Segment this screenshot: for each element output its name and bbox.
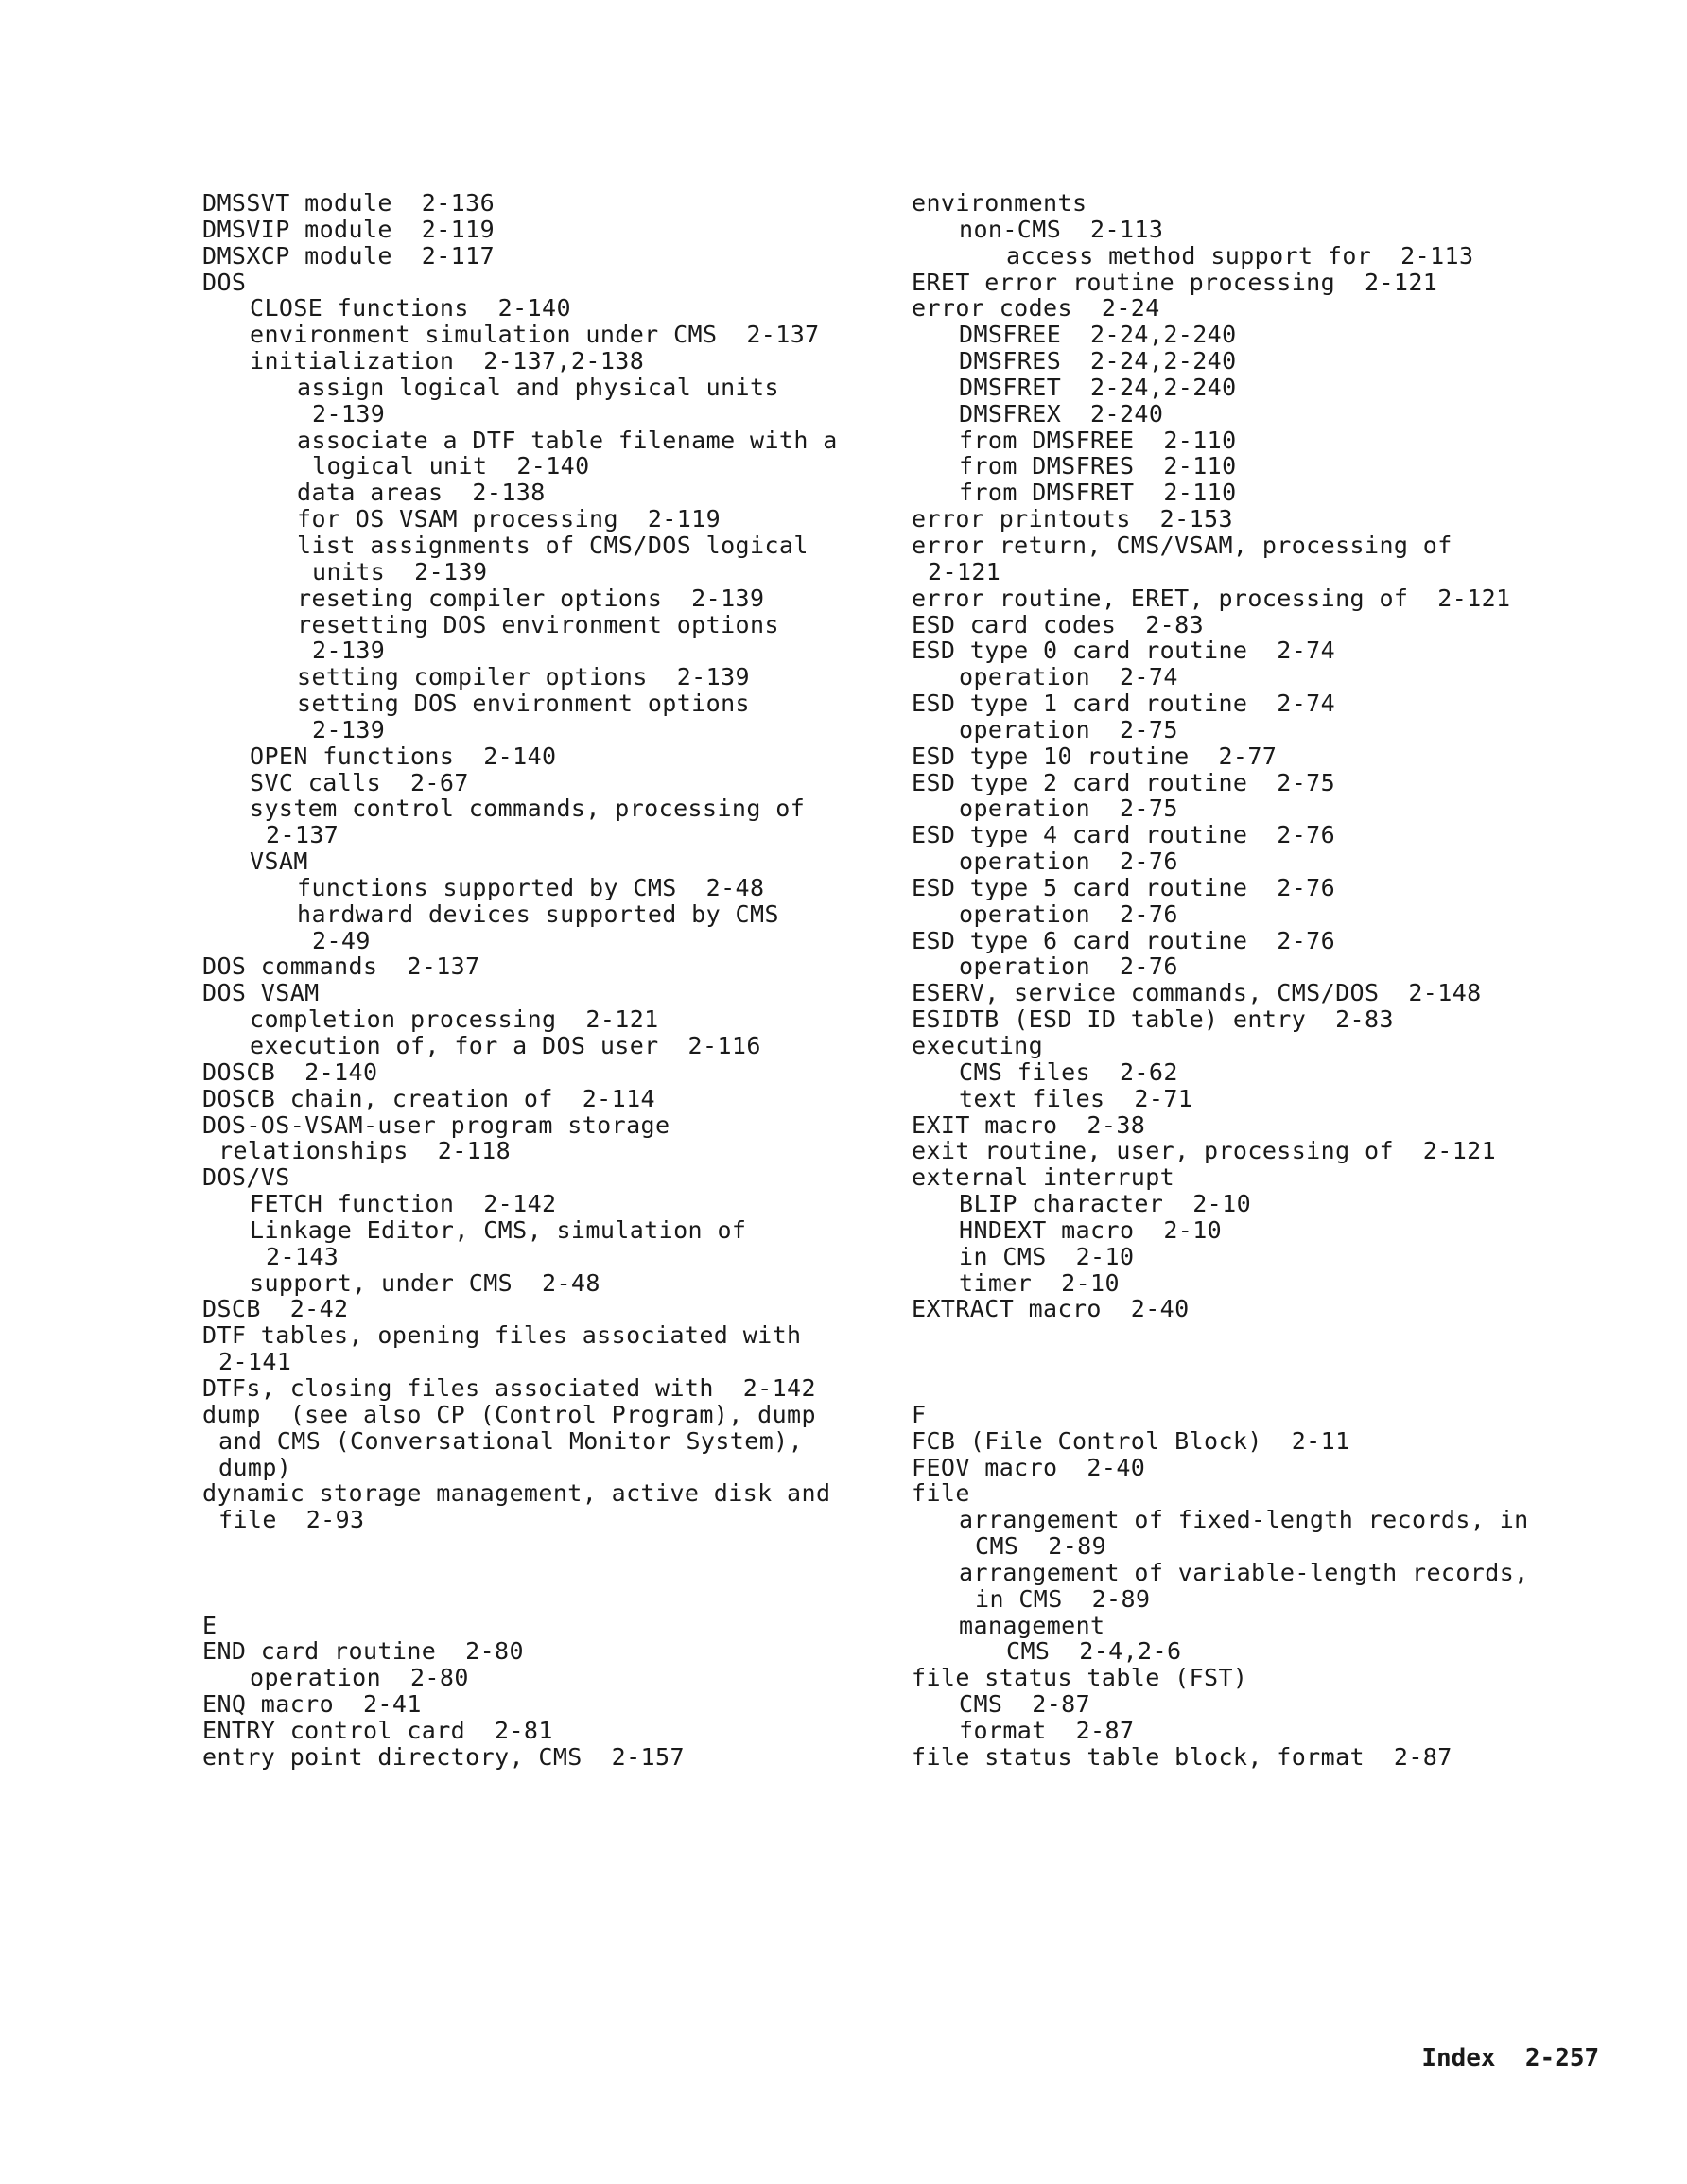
blank-line	[912, 1375, 1611, 1402]
index-entry: 2-141	[218, 1348, 292, 1376]
index-entry: Linkage Editor, CMS, simulation of	[250, 1215, 747, 1244]
index-entry: DMSXCP module 2-117	[202, 241, 496, 270]
index-entry: relationships 2-118	[218, 1137, 512, 1165]
blank-line	[912, 1349, 1611, 1375]
index-entry: completion processing 2-121	[250, 1005, 659, 1034]
index-entry: logical unit 2-140	[312, 452, 590, 480]
blank-line	[202, 1586, 893, 1613]
index-entry: resetting DOS environment options	[297, 610, 779, 638]
index-entry: operation 2-76	[959, 952, 1178, 981]
index-entry: DTFs, closing files associated with 2-142	[202, 1373, 816, 1402]
index-entry: ESIDTB (ESD ID table) entry 2-83	[912, 1005, 1394, 1034]
index-entry: CMS 2-87	[959, 1690, 1091, 1719]
index-entry: ENTRY control card 2-81	[202, 1716, 553, 1744]
index-entry: DMSFRES 2-24,2-240	[959, 347, 1237, 376]
index-entry: file 2-93	[218, 1506, 365, 1534]
index-entry: functions supported by CMS 2-48	[297, 873, 765, 901]
index-entry: access method support for 2-113	[1006, 241, 1474, 270]
index-entry: ESD type 4 card routine 2-76	[912, 821, 1336, 849]
index-entry: DMSFREX 2-240	[959, 399, 1164, 428]
index-entry: external interrupt	[912, 1163, 1175, 1192]
index-entry: operation 2-76	[959, 847, 1178, 876]
index-entry: and CMS (Conversational Monitor System),	[218, 1426, 804, 1455]
index-entry: CMS 2-4,2-6	[1006, 1637, 1182, 1666]
index-entry: execution of, for a DOS user 2-116	[250, 1032, 761, 1059]
index-entry: 2-139	[312, 637, 386, 665]
index-entry: 2-139	[312, 399, 386, 428]
index-entry: exit routine, user, processing of 2-121	[912, 1137, 1497, 1165]
index-entry: CMS 2-89	[975, 1532, 1107, 1561]
index-entry: SVC calls 2-67	[250, 768, 469, 796]
index-entry: management	[959, 1611, 1105, 1639]
index-entry: entry point directory, CMS 2-157	[202, 1742, 685, 1771]
index-entry: FEOV macro 2-40	[912, 1453, 1146, 1481]
index-entry: format 2-87	[959, 1716, 1135, 1744]
index-entry: ENQ macro 2-41	[202, 1690, 422, 1719]
index-entry: DOS VSAM	[202, 979, 320, 1007]
index-entry: OPEN functions 2-140	[250, 742, 557, 770]
index-entry: arrangement of fixed-length records, in	[959, 1506, 1529, 1534]
index-entry: non-CMS 2-113	[959, 215, 1164, 243]
index-entry: from DMSFREE 2-110	[959, 426, 1237, 454]
index-entry: BLIP character 2-10	[959, 1190, 1252, 1218]
index-entry: DOSCB chain, creation of 2-114	[202, 1084, 655, 1112]
index-entry: ESD type 10 routine 2-77	[912, 742, 1278, 770]
index-entry: dynamic storage management, active disk and	[202, 1479, 831, 1508]
index-entry: ESD type 0 card routine 2-74	[912, 637, 1336, 665]
index-entry: DOS commands 2-137	[202, 952, 480, 981]
index-entry: error codes 2-24	[912, 294, 1160, 323]
index-entry: DMSSVT module 2-136	[202, 189, 496, 217]
index-entry: file status table block, format 2-87	[912, 1742, 1452, 1771]
index-entry: from DMSFRES 2-110	[959, 452, 1237, 480]
index-entry: arrangement of variable-length records,	[959, 1558, 1529, 1586]
index-entry: for OS VSAM processing 2-119	[297, 505, 722, 533]
index-entry: environments	[912, 189, 1087, 217]
index-entry: assign logical and physical units	[297, 373, 779, 401]
index-entry: data areas 2-138	[297, 479, 546, 507]
index-entry: END card routine 2-80	[202, 1637, 524, 1666]
index-entry: CLOSE functions 2-140	[250, 294, 571, 323]
index-entry: in CMS 2-89	[975, 1584, 1151, 1613]
index-entry: DMSFRET 2-24,2-240	[959, 373, 1237, 401]
index-entry: DMSFREE 2-24,2-240	[959, 321, 1237, 349]
index-entry: EXIT macro 2-38	[912, 1110, 1146, 1139]
index-entry: error routine, ERET, processing of 2-121	[912, 584, 1511, 612]
index-entry: associate a DTF table filename with a	[297, 426, 838, 454]
index-entry: timer 2-10	[959, 1268, 1120, 1297]
index-entry: DTF tables, opening files associated with	[202, 1321, 802, 1350]
index-entry: 2-137	[266, 821, 339, 849]
index-entry: operation 2-75	[959, 715, 1178, 743]
index-entry: ESD type 2 card routine 2-75	[912, 768, 1336, 796]
blank-line	[912, 1322, 1611, 1349]
index-entry: file status table (FST)	[912, 1664, 1248, 1692]
index-entry: text files 2-71	[959, 1084, 1193, 1112]
index-entry: error return, CMS/VSAM, processing of	[912, 531, 1452, 559]
index-column-left	[202, 190, 893, 1771]
index-entry: operation 2-76	[959, 900, 1178, 928]
blank-line	[202, 1533, 893, 1560]
index-entry: 2-139	[312, 715, 386, 743]
index-entry: EXTRACT macro 2-40	[912, 1295, 1190, 1323]
index-entry: ESERV, service commands, CMS/DOS 2-148	[912, 979, 1482, 1007]
index-entry: support, under CMS 2-48	[250, 1268, 600, 1297]
index-entry: DSCB 2-42	[202, 1295, 349, 1323]
index-entry: ESD type 1 card routine 2-74	[912, 690, 1336, 718]
index-entry: reseting compiler options 2-139	[297, 584, 765, 612]
index-entry: system control commands, processing of	[250, 795, 806, 823]
index-entry: FETCH function 2-142	[250, 1190, 557, 1218]
index-entry: dump (see also CP (Control Program), dump	[202, 1400, 816, 1428]
index-entry: hardward devices supported by CMS	[297, 900, 779, 928]
index-entry: DOS-OS-VSAM-user program storage	[202, 1110, 670, 1139]
index-entry: ESD card codes 2-83	[912, 610, 1205, 638]
index-entry: file	[912, 1479, 970, 1508]
index-entry: DMSVIP module 2-119	[202, 215, 496, 243]
index-entry: operation 2-75	[959, 795, 1178, 823]
index-entry: units 2-139	[312, 557, 488, 585]
index-entry: F	[912, 1400, 927, 1428]
index-entry: FCB (File Control Block) 2-11	[912, 1426, 1350, 1455]
index-entry: 2-49	[312, 926, 371, 954]
index-entry: DOS	[202, 268, 247, 296]
index-entry: from DMSFRET 2-110	[959, 479, 1237, 507]
index-entry: ERET error routine processing 2-121	[912, 268, 1438, 296]
index-entry: dump)	[218, 1453, 292, 1481]
index-entry: setting DOS environment options	[297, 690, 750, 718]
index-entry: list assignments of CMS/DOS logical	[297, 531, 809, 559]
index-entry: error printouts 2-153	[912, 505, 1233, 533]
index-entry: operation 2-80	[250, 1664, 469, 1692]
index-entry: executing	[912, 1032, 1044, 1059]
index-entry: DOS/VS	[202, 1163, 290, 1192]
index-entry: CMS files 2-62	[959, 1057, 1178, 1086]
index-entry: initialization 2-137,2-138	[250, 347, 645, 376]
index-entry: setting compiler options 2-139	[297, 663, 750, 691]
index-entry: VSAM	[250, 847, 308, 876]
index-entry: 2-121	[928, 557, 1001, 585]
blank-line	[202, 1560, 893, 1586]
index-column-right	[912, 190, 1611, 1771]
index-entry: DOSCB 2-140	[202, 1057, 378, 1086]
index-entry: operation 2-74	[959, 663, 1178, 691]
index-entry: ESD type 5 card routine 2-76	[912, 873, 1336, 901]
index-entry: environment simulation under CMS 2-137	[250, 321, 820, 349]
index-entry: E	[202, 1611, 217, 1639]
index-entry: in CMS 2-10	[959, 1242, 1135, 1270]
footer-page-label: Index 2-257	[1421, 2044, 1600, 2072]
index-entry: ESD type 6 card routine 2-76	[912, 926, 1336, 954]
index-entry: 2-143	[266, 1242, 339, 1270]
page-footer	[1392, 2016, 1599, 2072]
index-entry: HNDEXT macro 2-10	[959, 1215, 1223, 1244]
